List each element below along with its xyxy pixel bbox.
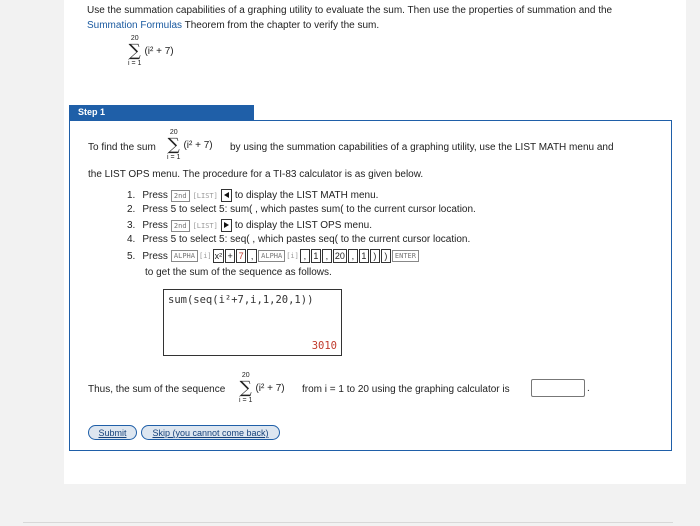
list-item: 5. Press ALPHA [i] x² + 7 , ALPHA [i] , 1 , 20 , 1 ) ) ENTER: [127, 249, 419, 263]
calculator-screen: [163, 289, 342, 356]
problem-summation: 20 ∑ i = 1 (i² + 7): [128, 35, 174, 67]
list-item: 4. Press 5 to select 5: seq( , which pastes seq( to the current cursor location.: [127, 234, 471, 245]
key-plus: +: [225, 249, 235, 263]
sigma-icon: ∑: [167, 135, 180, 155]
key-comma: ,: [247, 249, 257, 263]
submit-button[interactable]: Submit: [88, 425, 137, 440]
key-2nd: 2nd: [171, 190, 190, 202]
key-one: 1: [311, 249, 321, 263]
key-alpha: ALPHA: [258, 250, 285, 262]
right-arrow-key-icon: [221, 219, 232, 232]
key-enter: ENTER: [392, 250, 419, 262]
calculator-input: sum(seq(i²+7,i,1,20,1)): [168, 294, 314, 306]
key-rparen: ): [370, 249, 380, 263]
calculator-result: 3010: [311, 340, 337, 352]
divider: [23, 522, 673, 523]
key-comma: ,: [322, 249, 332, 263]
left-arrow-key-icon: [221, 189, 232, 202]
key-one: 1: [359, 249, 369, 263]
key-twenty: 20: [334, 251, 345, 261]
answer-input[interactable]: [531, 379, 585, 397]
key-comma: ,: [348, 249, 358, 263]
key-seven: 7: [236, 249, 246, 263]
sigma-icon: ∑: [239, 378, 252, 398]
skip-button[interactable]: Skip (you cannot come back): [141, 425, 280, 440]
list-item: 1. Press 2nd [LIST] to display the LIST MATH menu.: [127, 190, 379, 201]
key-rparen: ): [381, 249, 391, 263]
list-item: 3. Press 2nd [LIST] to display the LIST OPS menu.: [127, 220, 372, 231]
key-alpha: ALPHA: [171, 250, 198, 262]
key-comma: ,: [300, 249, 310, 263]
inline-summation: 20 ∑ i = 1 (i² + 7): [167, 129, 213, 161]
problem-statement: Use the summation capabilities of a graphing utility to evaluate the sum. Then use the properties of summation and the Summation Formulas Theorem from the chapter to verify the sum.: [87, 5, 613, 31]
step-tab: Step 1: [69, 105, 254, 120]
sigma-icon: ∑: [128, 41, 141, 61]
summation-formulas-link[interactable]: Summation Formulas: [87, 20, 183, 31]
key-2nd: 2nd: [171, 220, 190, 232]
answer-summation: 20 ∑ i = 1 (i² + 7): [239, 372, 285, 404]
list-item: 2. Press 5 to select 5: sum( , which pastes sum( to the current cursor location.: [127, 204, 476, 215]
key-x-squared: x²: [214, 251, 223, 261]
